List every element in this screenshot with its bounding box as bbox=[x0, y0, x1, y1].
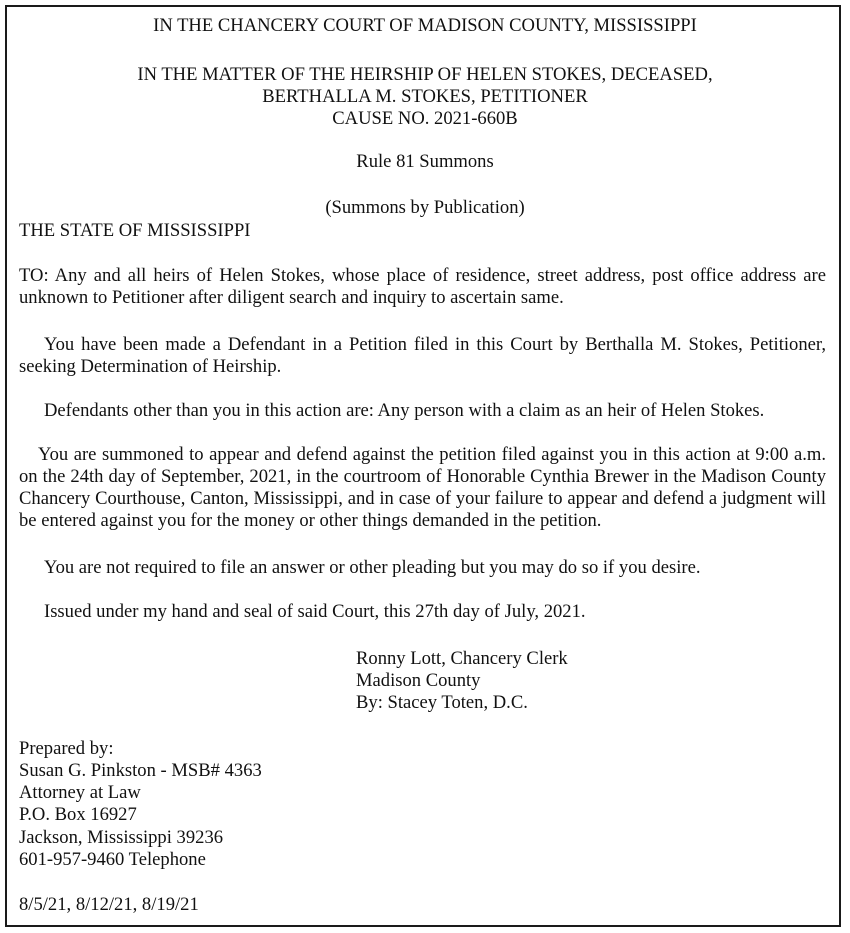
attorney-name: Susan G. Pinkston - MSB# 4363 bbox=[19, 760, 262, 781]
prepared-label: Prepared by: bbox=[19, 738, 114, 759]
court-heading: IN THE CHANCERY COURT OF MADISON COUNTY, MISSISSIPPI bbox=[153, 15, 697, 36]
petitioner-heading: BERTHALLA M. STOKES, PETITIONER bbox=[262, 86, 588, 107]
appearance-paragraph: You are summoned to appear and defend against the petition filed against you in this action at 9:00 a.m. on the 24th day of September, 2021, in the courtroom of Honorable Cynthia Brewer in the Madison County Chancery Courthouse, Canton, Mississippi, and in case of your failure to appear and defend a judgment will be entered against you for the money or other things demanded in the petition. bbox=[19, 444, 826, 531]
attorney-po-box: P.O. Box 16927 bbox=[19, 804, 137, 825]
attorney-title: Attorney at Law bbox=[19, 782, 141, 803]
publication-dates: 8/5/21, 8/12/21, 8/19/21 bbox=[19, 894, 199, 915]
attorney-phone: 601-957-9460 Telephone bbox=[19, 849, 206, 870]
summons-rule: Rule 81 Summons bbox=[356, 151, 494, 172]
to-paragraph: TO: Any and all heirs of Helen Stokes, whose place of residence, street address, post office address are unknown to Petitioner after diligent search and inquiry to ascertain same. bbox=[19, 265, 826, 308]
matter-heading: IN THE MATTER OF THE HEIRSHIP OF HELEN STOKES, DECEASED, bbox=[137, 64, 713, 85]
other-defendants-paragraph: Defendants other than you in this action are: Any person with a claim as an heir of Helen Stokes. bbox=[44, 400, 765, 421]
issued-paragraph: Issued under my hand and seal of said Court, this 27th day of July, 2021. bbox=[44, 601, 586, 622]
deputy-clerk: By: Stacey Toten, D.C. bbox=[356, 692, 528, 713]
summons-type: (Summons by Publication) bbox=[325, 197, 525, 218]
cause-number: CAUSE NO. 2021-660B bbox=[332, 108, 518, 129]
clerk-county: Madison County bbox=[356, 670, 481, 691]
clerk-name: Ronny Lott, Chancery Clerk bbox=[356, 648, 568, 669]
answer-paragraph: You are not required to file an answer or other pleading but you may do so if you desire. bbox=[44, 557, 701, 578]
state-heading: THE STATE OF MISSISSIPPI bbox=[19, 220, 251, 241]
attorney-city: Jackson, Mississippi 39236 bbox=[19, 827, 224, 848]
defendant-paragraph: You have been made a Defendant in a Petition filed in this Court by Berthalla M. Stokes, Petitioner, seeking Determination of Heirship. bbox=[19, 334, 826, 377]
